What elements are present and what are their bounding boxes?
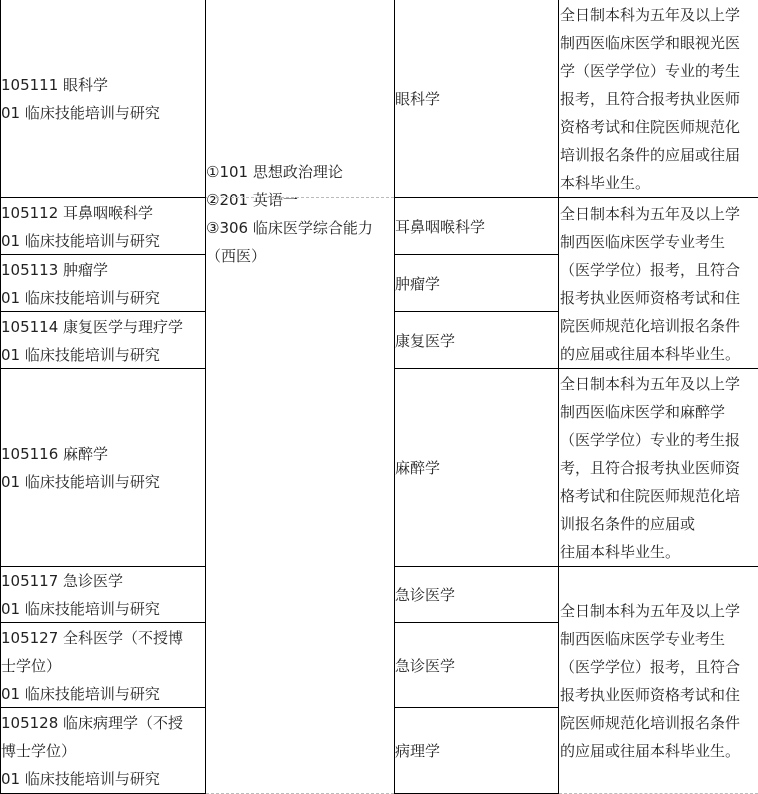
requirement-line: 制西医临床医学和眼视光医 xyxy=(560,34,741,52)
requirement-line: 格考试和住院医师规范化培 xyxy=(560,487,741,505)
table-grid-line xyxy=(394,566,758,567)
program-cell-105116 xyxy=(1,369,206,567)
requirement-line: 全日制本科为五年及以上学 xyxy=(560,6,741,24)
table-grid-line xyxy=(0,311,206,312)
program-code-name: 105111 眼科学 xyxy=(1,76,109,94)
exam-subject: ①101 思想政治理论 xyxy=(206,163,343,181)
table-grid-line xyxy=(0,622,206,623)
requirement-line: 往届本科毕业生。 xyxy=(560,543,681,561)
major-cell xyxy=(395,255,558,312)
exam-subjects-cell xyxy=(206,158,394,278)
requirement-line: 院医师规范化培训报名条件 xyxy=(560,713,741,732)
major-name: 肿瘤学 xyxy=(395,274,441,293)
requirement-line: 训报名条件的应届或 xyxy=(560,515,696,533)
program-direction: 01 临床技能培训与研究 xyxy=(1,473,160,491)
major-cell xyxy=(395,708,558,794)
exam-subject: ②201 英语一 xyxy=(206,191,298,209)
requirement-line: 全日制本科为五年及以上学 xyxy=(560,601,741,620)
requirement-line: 本科毕业生。 xyxy=(560,174,651,192)
major-name: 急诊医学 xyxy=(395,586,456,604)
requirement-line: 的应届或往届本科毕业生。 xyxy=(560,344,741,363)
table-border-left xyxy=(0,0,1,794)
requirement-cell-anesthesia xyxy=(560,369,758,567)
requirement-line: 报考，且符合报考执业医师 xyxy=(560,90,741,108)
major-name: 耳鼻咽喉科学 xyxy=(395,217,486,236)
major-cell xyxy=(395,567,558,623)
program-direction: 01 临床技能培训与研究 xyxy=(1,684,160,703)
requirement-line: （医学学位）报考，且符合 xyxy=(560,657,741,676)
table-grid-line xyxy=(558,0,559,794)
requirement-line: 制西医临床医学和麻醉学 xyxy=(560,403,726,421)
major-cell xyxy=(395,369,558,567)
table-grid-line xyxy=(394,622,559,623)
table-grid-line xyxy=(0,368,206,369)
table-grid-line xyxy=(0,707,206,708)
program-direction: 01 临床技能培训与研究 xyxy=(1,345,160,364)
requirement-line: 报考执业医师资格考试和住 xyxy=(560,288,741,307)
program-cell-105127 xyxy=(1,623,206,708)
program-cell-105112 xyxy=(1,198,206,255)
requirement-line: 全日制本科为五年及以上学 xyxy=(560,375,741,393)
major-cell xyxy=(395,0,558,198)
requirement-cell-general-a xyxy=(560,198,758,369)
table-grid-line xyxy=(394,311,559,312)
table-grid-line xyxy=(394,707,559,708)
program-cell-105128 xyxy=(1,708,206,794)
table-guide-line xyxy=(206,197,394,198)
major-name: 急诊医学 xyxy=(395,656,456,675)
program-code-name: 105117 急诊医学 xyxy=(1,572,124,590)
requirement-line: 资格考试和住院医师规范化 xyxy=(560,118,741,136)
requirement-line: 制西医临床医学专业考生 xyxy=(560,232,726,251)
table-grid-line xyxy=(394,0,395,794)
requirement-line: 全日制本科为五年及以上学 xyxy=(560,204,741,223)
table-grid-line xyxy=(0,566,206,567)
requirement-cell-ophthalmology xyxy=(560,0,758,198)
requirement-line: 报考执业医师资格考试和住 xyxy=(560,685,741,704)
requirement-line: （医学学位）专业的考生报 xyxy=(560,431,741,449)
table-grid-line xyxy=(394,368,758,369)
exam-subject: （西医） xyxy=(206,247,267,265)
program-direction: 01 临床技能培训与研究 xyxy=(1,770,160,788)
requirement-line: 培训报名条件的应届或往届 xyxy=(560,146,741,164)
program-code-name: 105128 临床病理学（不授 xyxy=(1,714,184,732)
program-code-name: 105116 麻醉学 xyxy=(1,445,109,463)
exam-subject: ③306 临床医学综合能力 xyxy=(206,219,373,237)
requirement-line: 院医师规范化培训报名条件 xyxy=(560,316,741,335)
table-grid-line xyxy=(394,197,758,198)
program-direction: 01 临床技能培训与研究 xyxy=(1,288,160,307)
program-cell-105114 xyxy=(1,312,206,369)
table-grid-line xyxy=(205,0,206,794)
table-grid-line xyxy=(394,254,559,255)
major-cell xyxy=(395,312,558,369)
program-direction: 01 临床技能培训与研究 xyxy=(1,231,160,250)
requirement-line: （医学学位）报考，且符合 xyxy=(560,260,741,279)
major-name: 眼科学 xyxy=(395,90,441,108)
requirement-line: 制西医临床医学专业考生 xyxy=(560,629,726,648)
major-cell xyxy=(395,198,558,255)
program-cell-105113 xyxy=(1,255,206,312)
major-cell xyxy=(395,623,558,708)
table-grid-line xyxy=(0,254,206,255)
program-direction: 01 临床技能培训与研究 xyxy=(1,600,160,618)
program-code-name-cont: 士学位） xyxy=(1,656,62,675)
requirement-cell-general-b xyxy=(560,567,758,794)
program-cell-105111 xyxy=(1,0,206,198)
requirement-line: 学（医学学位）专业的考生 xyxy=(560,62,741,80)
requirement-line: 的应届或往届本科毕业生。 xyxy=(560,741,741,760)
program-code-name-cont: 博士学位） xyxy=(1,742,77,760)
table-grid-line xyxy=(0,197,206,198)
program-code-name: 105127 全科医学（不授博 xyxy=(1,628,184,647)
major-name: 康复医学 xyxy=(395,331,456,350)
requirement-line: 考，且符合报考执业医师资 xyxy=(560,459,741,477)
program-code-name: 105113 肿瘤学 xyxy=(1,260,109,279)
major-name: 麻醉学 xyxy=(395,459,441,477)
program-cell-105117 xyxy=(1,567,206,623)
program-code-name: 105114 康复医学与理疗学 xyxy=(1,317,184,336)
major-name: 病理学 xyxy=(395,742,441,760)
program-direction: 01 临床技能培训与研究 xyxy=(1,104,160,122)
program-code-name: 105112 耳鼻咽喉科学 xyxy=(1,203,154,222)
